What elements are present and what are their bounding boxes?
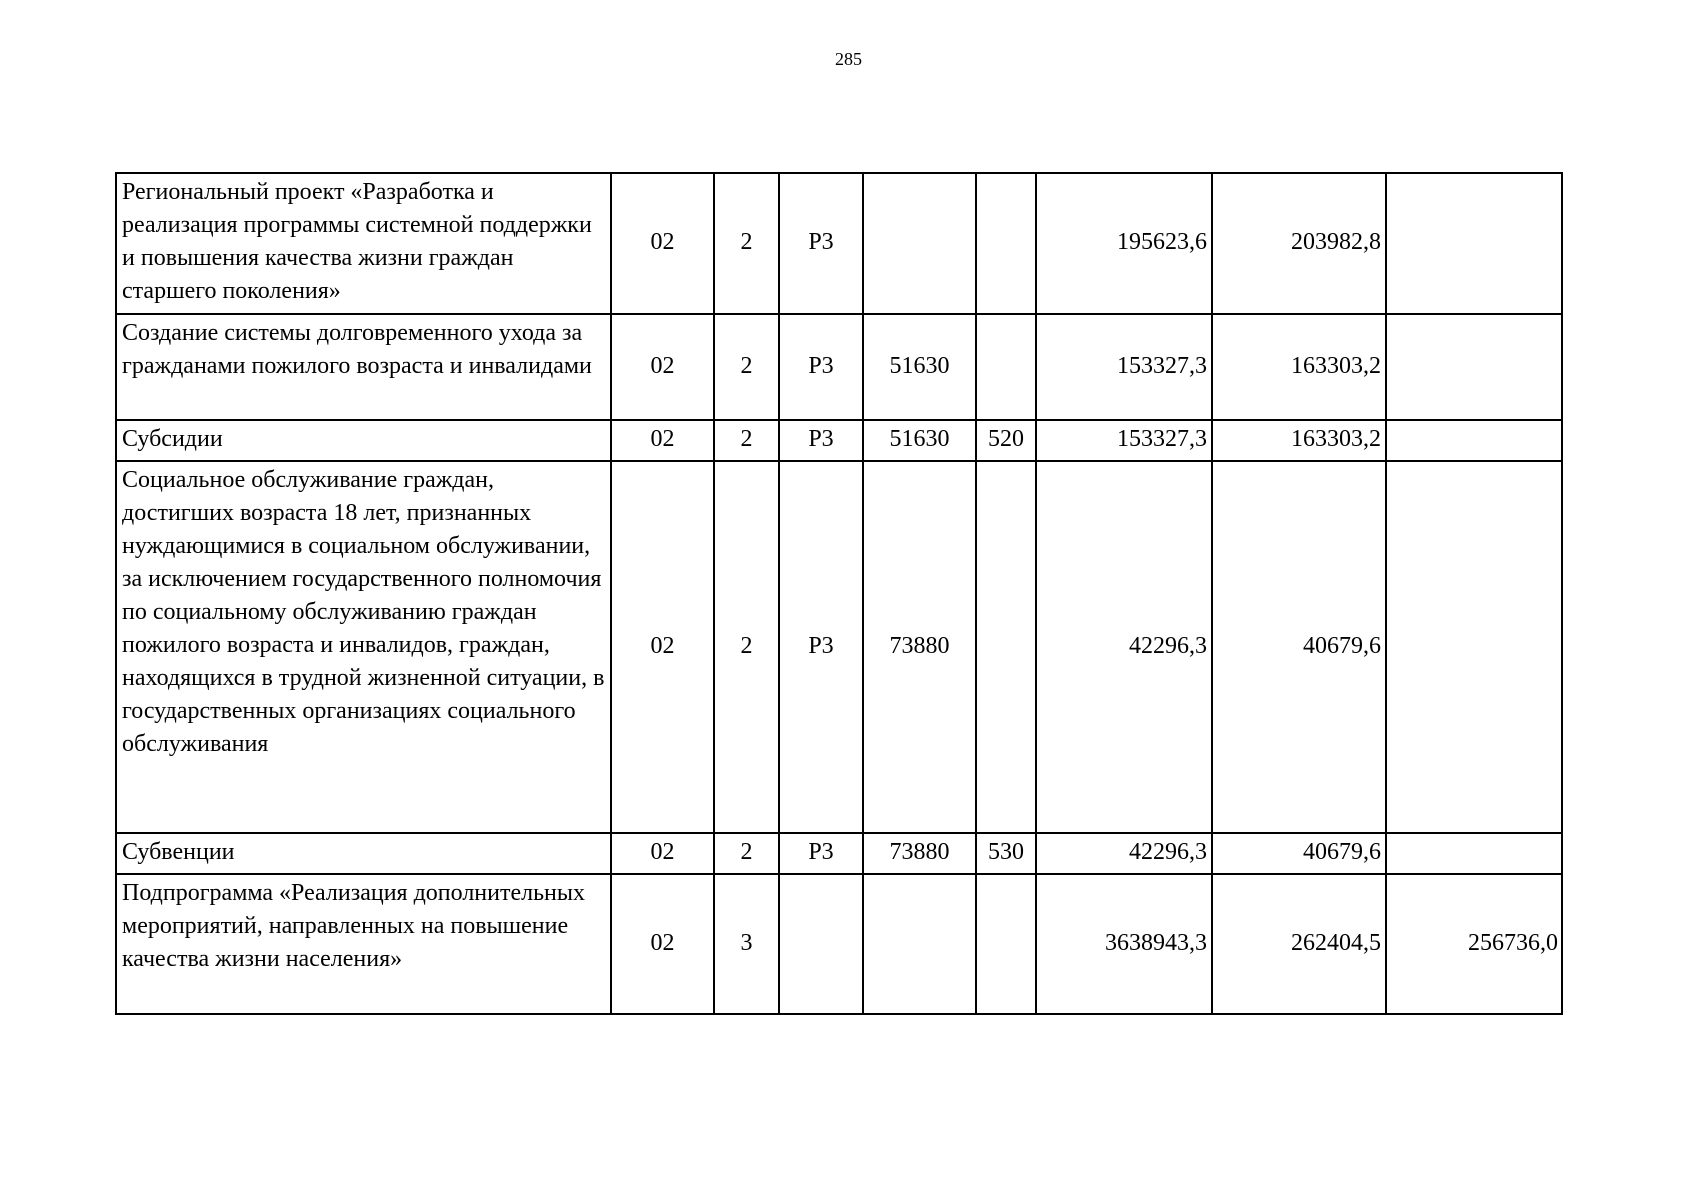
section-code: 02 bbox=[611, 420, 714, 461]
amount-2: 262404,5 bbox=[1212, 874, 1386, 1014]
amount-2: 203982,8 bbox=[1212, 173, 1386, 314]
expense-type-code bbox=[976, 173, 1036, 314]
subprogram-code: 2 bbox=[714, 314, 779, 420]
project-code: Р3 bbox=[779, 314, 863, 420]
section-code: 02 bbox=[611, 461, 714, 833]
project-code bbox=[779, 874, 863, 1014]
row-name: Субвенции bbox=[116, 833, 611, 874]
row-name: Создание системы долговременного ухода за гражданами пожилого возраста и инвалидами bbox=[116, 314, 611, 420]
expense-type-code bbox=[976, 314, 1036, 420]
amount-3 bbox=[1386, 461, 1562, 833]
section-code: 02 bbox=[611, 173, 714, 314]
direction-code: 51630 bbox=[863, 314, 976, 420]
amount-3 bbox=[1386, 420, 1562, 461]
row-name: Подпрограмма «Реализация дополнительных мероприятий, направленных на повышение качества жизни населения» bbox=[116, 874, 611, 1014]
amount-1: 42296,3 bbox=[1036, 461, 1212, 833]
amount-1: 3638943,3 bbox=[1036, 874, 1212, 1014]
table-row bbox=[116, 833, 1562, 874]
expense-type-code: 520 bbox=[976, 420, 1036, 461]
amount-3 bbox=[1386, 833, 1562, 874]
table-row bbox=[116, 173, 1562, 314]
table-row bbox=[116, 314, 1562, 420]
project-code: Р3 bbox=[779, 173, 863, 314]
table-row bbox=[116, 874, 1562, 1014]
amount-1: 42296,3 bbox=[1036, 833, 1212, 874]
budget-table bbox=[115, 172, 1563, 1015]
subprogram-code: 2 bbox=[714, 173, 779, 314]
expense-type-code bbox=[976, 461, 1036, 833]
project-code: Р3 bbox=[779, 833, 863, 874]
direction-code bbox=[863, 173, 976, 314]
direction-code: 73880 bbox=[863, 833, 976, 874]
direction-code: 51630 bbox=[863, 420, 976, 461]
row-name: Субсидии bbox=[116, 420, 611, 461]
amount-2: 40679,6 bbox=[1212, 833, 1386, 874]
section-code: 02 bbox=[611, 874, 714, 1014]
amount-2: 163303,2 bbox=[1212, 420, 1386, 461]
project-code: Р3 bbox=[779, 461, 863, 833]
amount-3: 256736,0 bbox=[1386, 874, 1562, 1014]
amount-3 bbox=[1386, 314, 1562, 420]
amount-1: 195623,6 bbox=[1036, 173, 1212, 314]
section-code: 02 bbox=[611, 833, 714, 874]
direction-code bbox=[863, 874, 976, 1014]
amount-1: 153327,3 bbox=[1036, 420, 1212, 461]
row-name: Региональный проект «Разработка и реализация программы системной поддержки и повышения качества жизни граждан старшего поколения» bbox=[116, 173, 611, 314]
direction-code: 73880 bbox=[863, 461, 976, 833]
amount-3 bbox=[1386, 173, 1562, 314]
subprogram-code: 3 bbox=[714, 874, 779, 1014]
expense-type-code bbox=[976, 874, 1036, 1014]
table-row bbox=[116, 420, 1562, 461]
subprogram-code: 2 bbox=[714, 833, 779, 874]
amount-1: 153327,3 bbox=[1036, 314, 1212, 420]
subprogram-code: 2 bbox=[714, 420, 779, 461]
amount-2: 40679,6 bbox=[1212, 461, 1386, 833]
subprogram-code: 2 bbox=[714, 461, 779, 833]
expense-type-code: 530 bbox=[976, 833, 1036, 874]
project-code: Р3 bbox=[779, 420, 863, 461]
page-number: 285 bbox=[835, 49, 862, 69]
amount-2: 163303,2 bbox=[1212, 314, 1386, 420]
row-name: Социальное обслуживание граждан, достигших возраста 18 лет, признанных нуждающимися в социальном обслуживании, за исключением государственного полномочия по социальному обслуживанию граждан пожилого возраста и инвалидов, граждан, находящихся в трудной жизненной ситуации, в государственных организациях социального обслуживания bbox=[116, 461, 611, 833]
table-row bbox=[116, 461, 1562, 833]
section-code: 02 bbox=[611, 314, 714, 420]
